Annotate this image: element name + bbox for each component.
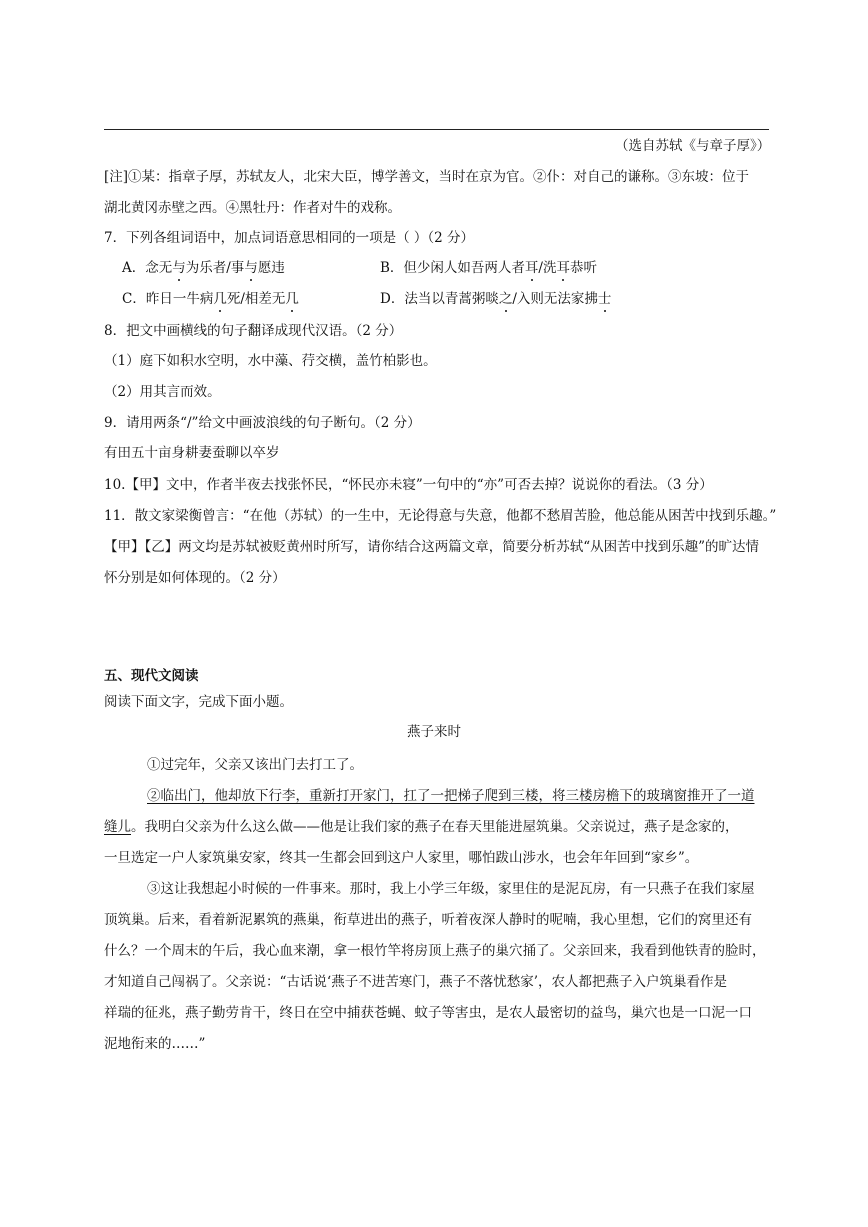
dotted-char: 之: [498, 291, 513, 307]
option-a-label: A．念无: [122, 260, 173, 276]
underlined-sentence-end: 缝儿: [104, 819, 131, 835]
option-b-end: 恭听: [569, 260, 597, 276]
source-citation: （选自苏轼《与章子厚》）: [615, 138, 771, 154]
dotted-char: 耳: [524, 260, 539, 276]
option-a-end: 愿违: [257, 260, 285, 276]
section-5-instruction: 阅读下面文字，完成下面小题。: [104, 694, 293, 710]
passage-paragraph-3-line-3: 什么？一个周末的午后，我心血来潮，拿一根竹竿将房顶上燕子的巢穴捅了。父亲回来，我看到他铁青的脸时，: [104, 943, 766, 959]
option-b: [380, 258, 597, 278]
underlined-sentence: ②临出门，他却放下行李，重新打开家门，扛了一把梯子爬到三楼，将三楼房檐下的玻璃窗推开了一道: [147, 788, 755, 804]
dotted-char: 与: [244, 260, 258, 276]
option-d-mid: /入则无法家拂: [512, 291, 598, 307]
question-8-stem: 8．把文中画横线的句子翻译成现代汉语。（2 分）: [104, 323, 403, 339]
dotted-char: 士: [597, 291, 612, 307]
header-rule: [104, 129, 769, 130]
question-10: 10.【甲】文中，作者半夜去找张怀民，“怀民亦未寝”一句中的“亦”可否去掉？说说你的看法。（3 分）: [104, 477, 713, 493]
passage-paragraph-2-line-1: [147, 786, 755, 806]
question-11-line-2: 【甲】【乙】两文均是苏轼被贬黄州时所写，请你结合这两篇文章，简要分析苏轼“从困苦中找到乐趣”的旷达情: [104, 539, 760, 555]
option-c: [122, 289, 299, 309]
dotted-char: 几: [285, 291, 299, 307]
question-8-sentence-2: （2）用其言而效。: [104, 384, 221, 400]
option-d: [380, 289, 611, 309]
option-c-mid: 死/相差无: [226, 291, 286, 307]
question-8-sentence-1: （1）庭下如积水空明，水中藻、荇交横，盖竹柏影也。: [104, 353, 437, 369]
section-5-heading: 五、现代文阅读: [104, 668, 199, 684]
question-9-stem: 9．请用两条“/”给文中画波浪线的句子断句。（2 分）: [104, 415, 421, 431]
paragraph-2-rest: 。我明白父亲为什么这么做——他是让我们家的燕子在春天里能进屋筑巢。父亲说过，燕子是念家的，: [131, 819, 739, 835]
option-b-mid: /洗: [538, 260, 557, 276]
passage-paragraph-1: ①过完年，父亲又该出门去打工了。: [147, 757, 363, 773]
passage-paragraph-2-line-2: [104, 817, 739, 837]
passage-paragraph-3-line-6: 泥地衔来的……”: [104, 1036, 206, 1052]
option-a-mid: 为乐者/事: [185, 260, 245, 276]
passage-paragraph-3-line-2: 顶筑巢。后来，看着新泥累筑的燕巢，衔草进出的燕子，听着夜深人静时的呢喃，我心里想，它们的窝里还有: [104, 912, 752, 928]
option-a: [122, 258, 285, 278]
option-b-label: B．但少闲人如吾两人者: [380, 260, 525, 276]
question-9-text: 有田五十亩身耕妻蚕聊以卒岁: [104, 445, 280, 461]
question-7-stem: 7．下列各组词语中，加点词语意思相同的一项是（ ）（2 分）: [104, 230, 475, 246]
question-11-line-1: 11．散文家梁衡曾言：“在他（苏轼）的一生中，无论得意与失意，他都不愁眉苦脸，他总能从困苦中找到乐趣。”: [104, 508, 777, 524]
option-d-label: D．法当以青蒿粥啖: [380, 291, 499, 307]
note-line-2: 湖北黄冈赤壁之西。④黑牡丹：作者对牛的戏称。: [104, 200, 401, 216]
question-11-line-3: 怀分别是如何体现的。（2 分）: [104, 570, 286, 586]
passage-paragraph-2-line-3: 一旦选定一户人家筑巢安家，终其一生都会回到这户人家里，哪怕跋山涉水，也会年年回到“家乡”。: [104, 850, 699, 866]
passage-paragraph-3-line-1: ③这让我想起小时候的一件事来。那时，我上小学三年级，家里住的是泥瓦房，有一只燕子在我们家屋: [147, 881, 755, 897]
passage-paragraph-3-line-5: 祥瑞的征兆，燕子勤劳肯干，终日在空中捕获苍蝇、蚊子等害虫，是农人最密切的益鸟，巢穴也是一口泥一口: [104, 1005, 752, 1021]
dotted-char: 几: [213, 291, 227, 307]
passage-paragraph-3-line-4: 才知道自己闯祸了。父亲说：“古话说‘燕子不进苦寒门，燕子不落忧愁家’，农人都把燕子入户筑巢看作是: [104, 974, 727, 990]
option-c-label: C．昨日一牛病: [122, 291, 214, 307]
note-line-1: [注]①某：指章子厚，苏轼友人，北宋大臣，博学善文，当时在京为官。②仆：对自己的谦称。③东坡：位于: [104, 169, 750, 185]
passage-title: 燕子来时: [407, 724, 461, 740]
dotted-char: 耳: [556, 260, 570, 276]
dotted-char: 与: [172, 260, 186, 276]
